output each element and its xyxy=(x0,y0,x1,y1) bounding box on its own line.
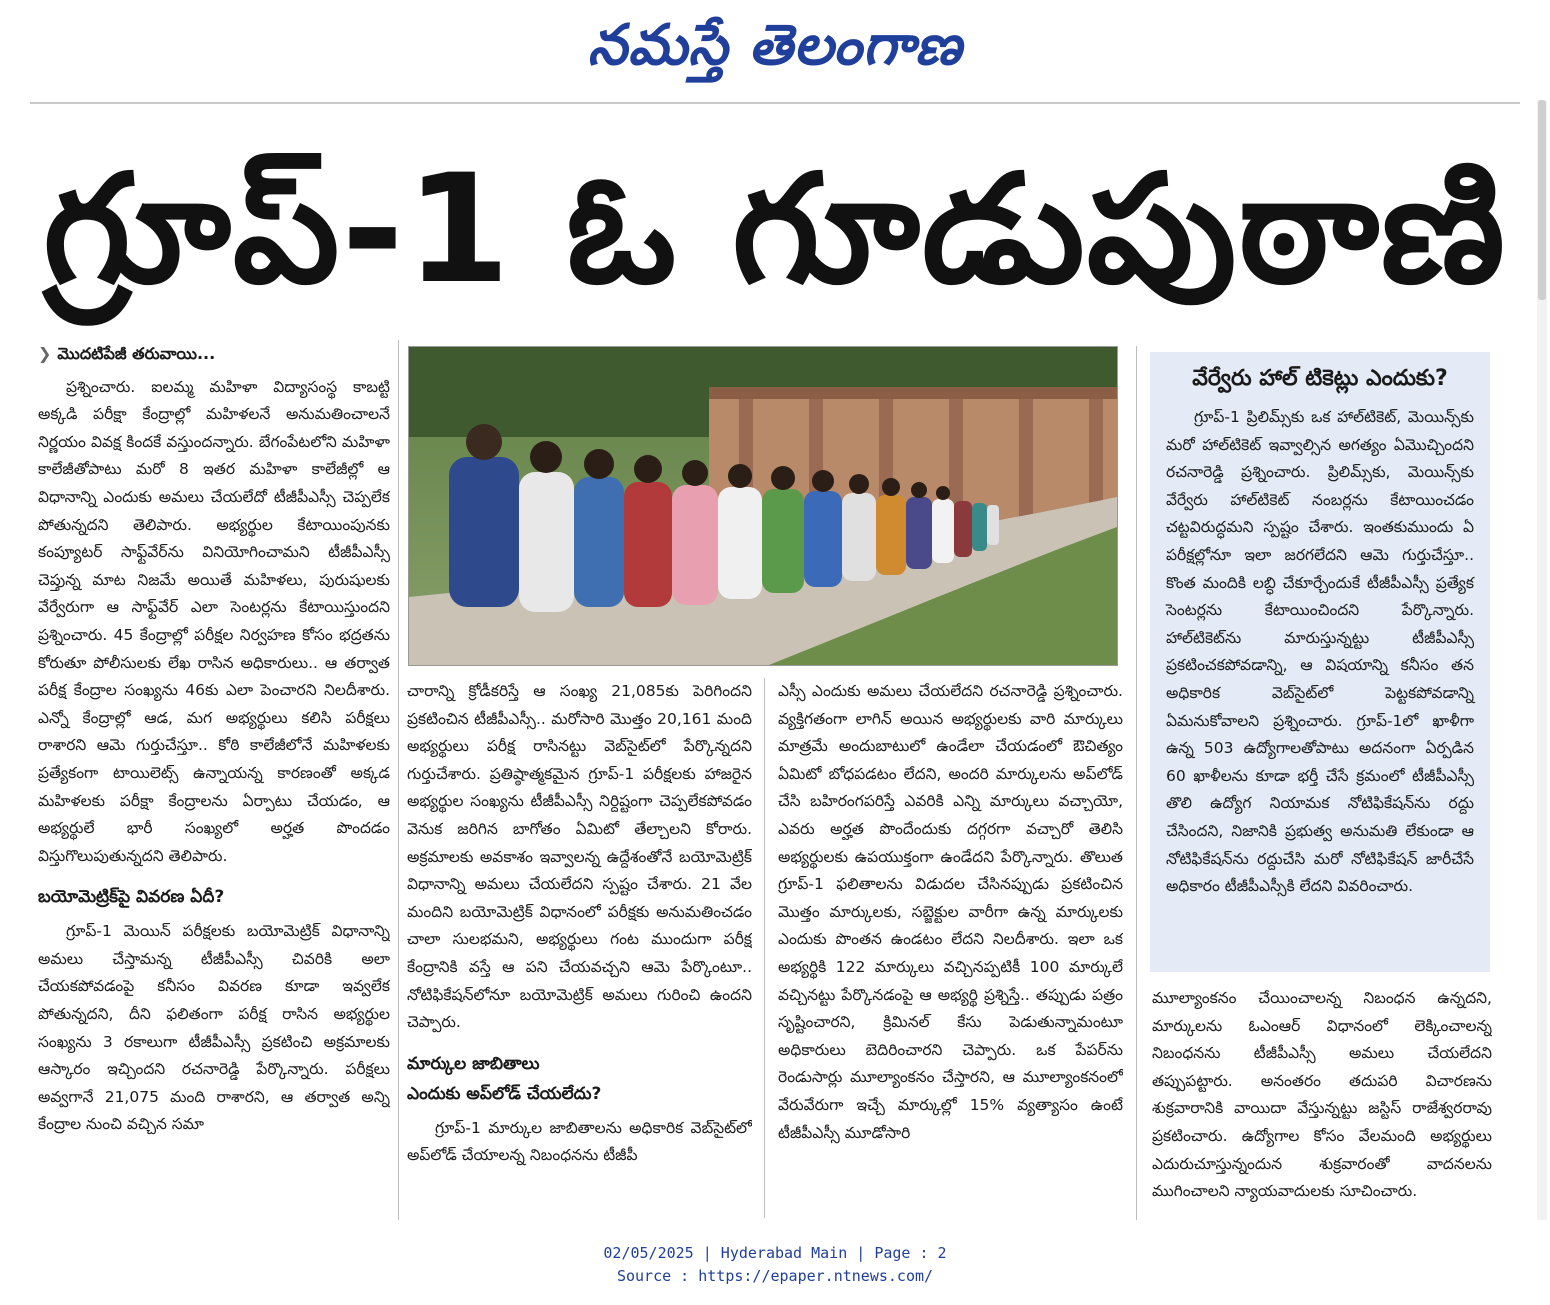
sidebar-title: వేర్వేరు హాల్‌ టికెట్లు ఎందుకు? xyxy=(1192,366,1448,391)
article-column-4 xyxy=(1152,985,1492,1220)
news-photo-queue-of-candidates xyxy=(408,346,1118,666)
subheading-why-not-uploaded: ఎందుకు అప్‌లోడ్‌ చేయలేదు? xyxy=(407,1083,602,1104)
masthead-divider xyxy=(30,102,1520,104)
article-column-1 xyxy=(38,340,390,1220)
paragraph: ప్రశ్నించారు. ఐలమ్మ మహిళా విద్యాసంస్థ కాబట్టి అక్కడి పరీక్షా కేంద్రాల్లో మహిళలనే అనుమతించాలనే నిర్ణయం వివక్ష కిందకే వస్తుందన్నారు. బేగంపేటలోని మహిళా కాలేజీతోపాటు మరో 8 ఇతర మహిళా కాలేజీల్లో ఆ విధానాన్ని ఎందుకు అమలు చేయలేదో టీజీపీఎస్సీ చెప్పలేక పోతున్నదని తెలిపారు. అభ్యర్థుల కేటాయింపునకు కంప్యూటర్‌ సాఫ్ట్‌వేర్‌ను వినియోగించామని టీజీపీఎస్సీ చెప్తున్న మాట నిజమే అయితే మహిళలు, పురుషులకు వేర్వేరుగా ఆ సాఫ్ట్‌వేర్‌ ఎలా సెంటర్లను కేటాయిస్తుందని ప్రశ్నించారు. 45 కేంద్రాల్లో పరీక్షల నిర్వహణ కోసం భద్రతను కోరుతూ పోలీసులకు లేఖ రాసిన అధికారులు.. ఆ తర్వాత పరీక్ష కేంద్రాల సంఖ్యను 46కు ఎలా పెంచారని నిలదీశారు. ఎన్నో కేంద్రాల్లో ఆడ, మగ అభ్యర్థులు కలిసి పరీక్షలు రాశారని ఆమె గుర్తుచేస్తూ.. కోఠి కాలేజీలోనే మహిళలకు ప్రత్యేకంగా టాయిలెట్స్‌ ఉన్నాయన్న కారణంతో అక్కడ మహిళలకు పరీక్షా కేంద్రాలను ఏర్పాటు చేయడం, ఆ అభ్యర్థులే భారీ సంఖ్యలో అర్హత పొందడం విస్తుగొలుపుతున్నదని తెలిపారు. xyxy=(38,377,390,865)
source-link[interactable]: Source : https://epaper.ntnews.com/ xyxy=(616,1267,934,1285)
sidebar-box-hall-tickets xyxy=(1150,352,1490,972)
vertical-scrollbar[interactable] xyxy=(1537,100,1547,1220)
main-headline: గ్రూప్‌-1 ఓ గూడుపుఠాణి xyxy=(43,143,1507,317)
scrollbar-thumb[interactable] xyxy=(1538,100,1546,300)
column-divider xyxy=(1136,346,1137,1220)
subheading-marks-list: మార్కుల జాబితాలు xyxy=(407,1053,540,1074)
paragraph: చారాన్ని క్రోడీకరిస్తే ఆ సంఖ్య 21,085కు పెరిగిందని ప్రకటించిన టీజీపీఎస్సీ.. మరోసారి మొత్తం 20,161 మంది అభ్యర్థులు పరీక్ష రాసినట్టు వెబ్‌సైట్‌లో పేర్కొన్నదని గుర్తుచేశారు. ప్రతిష్ఠాత్మకమైన గ్రూప్‌-1 పరీక్షలకు హాజరైన అభ్యర్థుల సంఖ్యను టీజీపీఎస్సీ నిర్దిష్టంగా చెప్పలేకపోవడం వెనుక జరిగిన బాగోతం ఏమిటో తేల్చాలని కోరారు. అక్రమాలకు అవకాశం ఇవ్వాలన్న ఉద్దేశంతోనే బయోమెట్రిక్‌ విధానాన్ని అమలు చేయలేదని స్పష్టం చేశారు. 21 వేల మందిని బయోమెట్రిక్‌ విధానంలో పరీక్షకు అనుమతించడం చాలా సులభమని, అభ్యర్థులు గంట ముందుగా పరీక్ష కేంద్రానికి వస్తే ఆ పని చేయవచ్చని ఆమె పేర్కొంటూ.. నోటిఫికేషన్‌లోనూ బయోమెట్రిక్‌ అమలు గురించి ఉందని చెప్పారు. xyxy=(407,682,752,1032)
paragraph: మూల్యాంకనం చేయించాలన్న నిబంధన ఉన్నదని, మార్కులను ఓఎంఆర్‌ విధానంలో లెక్కించాలన్న నిబంధనను టీజీపీఎస్సీ అమలు చేయలేదని తప్పుపట్టారు. అనంతరం తదుపరి విచారణను శుక్రవారానికి వాయిదా వేస్తున్నట్టు జస్టిస్‌ రాజేశ్వరరావు ప్రకటించారు. ఉద్యోగాల కోసం వేలమంది అభ్యర్థులు ఎదురుచూస్తున్నందున శుక్రవారంతో వాదనలను ముగించాలని న్యాయవాదులకు సూచించారు. xyxy=(1152,989,1492,1201)
paragraph: గ్రూప్‌-1 ప్రిలిమ్స్‌కు ఒక హాల్‌టికెట్‌, మెయిన్స్‌కు మరో హాల్‌టికెట్‌ ఇవ్వాల్సిన అగత్యం ఏమొచ్చిందని రచనారెడ్డి ప్రశ్నించారు. ప్రిలిమ్స్‌కు, మెయిన్స్‌కు వేర్వేరు హాల్‌టికెట్‌ నంబర్లను కేటాయించడం చట్టవిరుద్ధమని స్పష్టం చేశారు. ఇంతకుముందు ఏ పరీక్షల్లోనూ ఇలా జరగలేదని ఆమె గుర్తుచేస్తూ.. కొంత మందికి లబ్ధి చేకూర్చేందుకే టీజీపీఎస్సీ ప్రత్యేక సెంటర్లను కేటాయించిందని పేర్కొన్నారు. హాల్‌టికెట్‌ను మారుస్తున్నట్టు టీజీపీఎస్సీ ప్రకటించకపోవడాన్ని, ఆ విషయాన్ని కనీసం తన అధికారిక వెబ్‌సైట్‌లో పెట్టకపోవడాన్ని ఏమనుకోవాలని ప్రశ్నించారు. గ్రూప్‌-1లో ఖాళీగా ఉన్న 503 ఉద్యోగాలతోపాటు అదనంగా ఏర్పడిన 60 ఖాళీలను కూడా భర్తీ చేసే క్రమంలో టీజీపీఎస్సీ తొలి ఉద్యోగ నియామక నోటిఫికేషన్‌ను రద్దు చేసిందని, నిజానికి ప్రభుత్వ అనుమతి లేకుండా ఆ నోటిఫికేషన్‌ను రద్దుచేసి మరో నోటిఫికేషన్‌ జారీచేసే అధికారం టీజీపీఎస్సీకి లేదని వివరించారు. xyxy=(1166,408,1474,896)
masthead-logo: నమస్తే తెలంగాణ xyxy=(587,12,963,78)
column-divider xyxy=(398,340,399,1220)
column-divider xyxy=(764,678,765,1218)
jump-label: మొదటిపేజీ తరువాయి... xyxy=(57,344,216,363)
chevron-right-icon: ❯ xyxy=(38,344,52,363)
continued-from-front-page xyxy=(38,340,390,368)
edition-info: 02/05/2025 | Hyderabad Main | Page : 2 xyxy=(603,1244,947,1262)
paragraph: గ్రూప్‌-1 మెయిన్‌ పరీక్షలకు బయోమెట్రిక్‌ విధానాన్ని అమలు చేస్తామన్న టీజీపీఎస్సీ చివరికి అలా చేయకపోవడంపై కనీసం వివరణ కూడా ఇవ్వలేక పోతున్నదని, దీని ఫలితంగా పరీక్ష రాసిన అభ్యర్థుల సంఖ్యను 3 రకాలుగా టీజీపీఎస్సీ ప్రకటించి అక్రమాలకు ఆస్కారం ఇచ్చిందని రచనారెడ్డి పేర్కొన్నారు. పరీక్షలు అవ్వగానే 21,075 మంది రాశారని, ఆ తర్వాత అన్ని కేంద్రాల నుంచి వచ్చిన సమా xyxy=(38,922,390,1134)
article-column-2 xyxy=(407,678,752,1218)
paragraph: గ్రూప్‌-1 మార్కుల జాబితాలను అధికారిక వెబ్‌సైట్‌లో అప్‌లోడ్‌ చేయాలన్న నిబంధనను టీజీపీ xyxy=(407,1118,752,1165)
article-column-3 xyxy=(778,678,1123,1218)
subheading-biometric: బయోమెట్రిక్‌పై వివరణ ఏదీ? xyxy=(38,887,225,908)
page-footer xyxy=(0,1242,1550,1288)
paragraph: ఎస్సీ ఎందుకు అమలు చేయలేదని రచనారెడ్డి ప్రశ్నించారు. వ్యక్తిగతంగా లాగిన్‌ అయిన అభ్యర్థులకు వారి మార్కులు మాత్రమే అందుబాటులో ఉండేలా చేయడంలో ఔచిత్యం ఏమిటో బోధపడటం లేదని, అందరి మార్కులను అప్‌లోడ్‌ చేసి బహిరంగపరిస్తే ఎవరికి ఎన్ని మార్కులు వచ్చాయో, ఎవరు అర్హత పొందేందుకు దగ్గరగా వచ్చారో తెలిసి అభ్యర్థులకు ఉపయుక్తంగా ఉండేదని పేర్కొన్నారు. తొలుత గ్రూప్‌-1 ఫలితాలను విడుదల చేసినప్పుడు ప్రకటించిన మొత్తం మార్కులకు, సబ్జెక్టుల వారీగా ఉన్న మార్కులకు ఎందుకు పొంతన ఉండటం లేదని నిలదీశారు. ఇలా ఒక అభ్యర్థికి 122 మార్కులు వచ్చినప్పటికీ 100 మార్కులే వచ్చినట్టు పేర్కొనడంపై ఆ అభ్యర్థి ప్రశ్నిస్తే.. తప్పుడు పత్రం సృష్టించారని, క్రిమినల్‌ కేసు పెడుతున్నామంటూ అధికారులు బెదిరించారని చెప్పారు. ఒక పేపర్‌ను రెండుసార్లు మూల్యాంకనం చేస్తారని, ఆ మూల్యాంకనంలో వేరువేరుగా ఇచ్చే మార్కుల్లో 15% వ్యత్యాసం ఉంటే టీజీపీఎస్సీ మూడోసారి xyxy=(778,682,1123,1142)
